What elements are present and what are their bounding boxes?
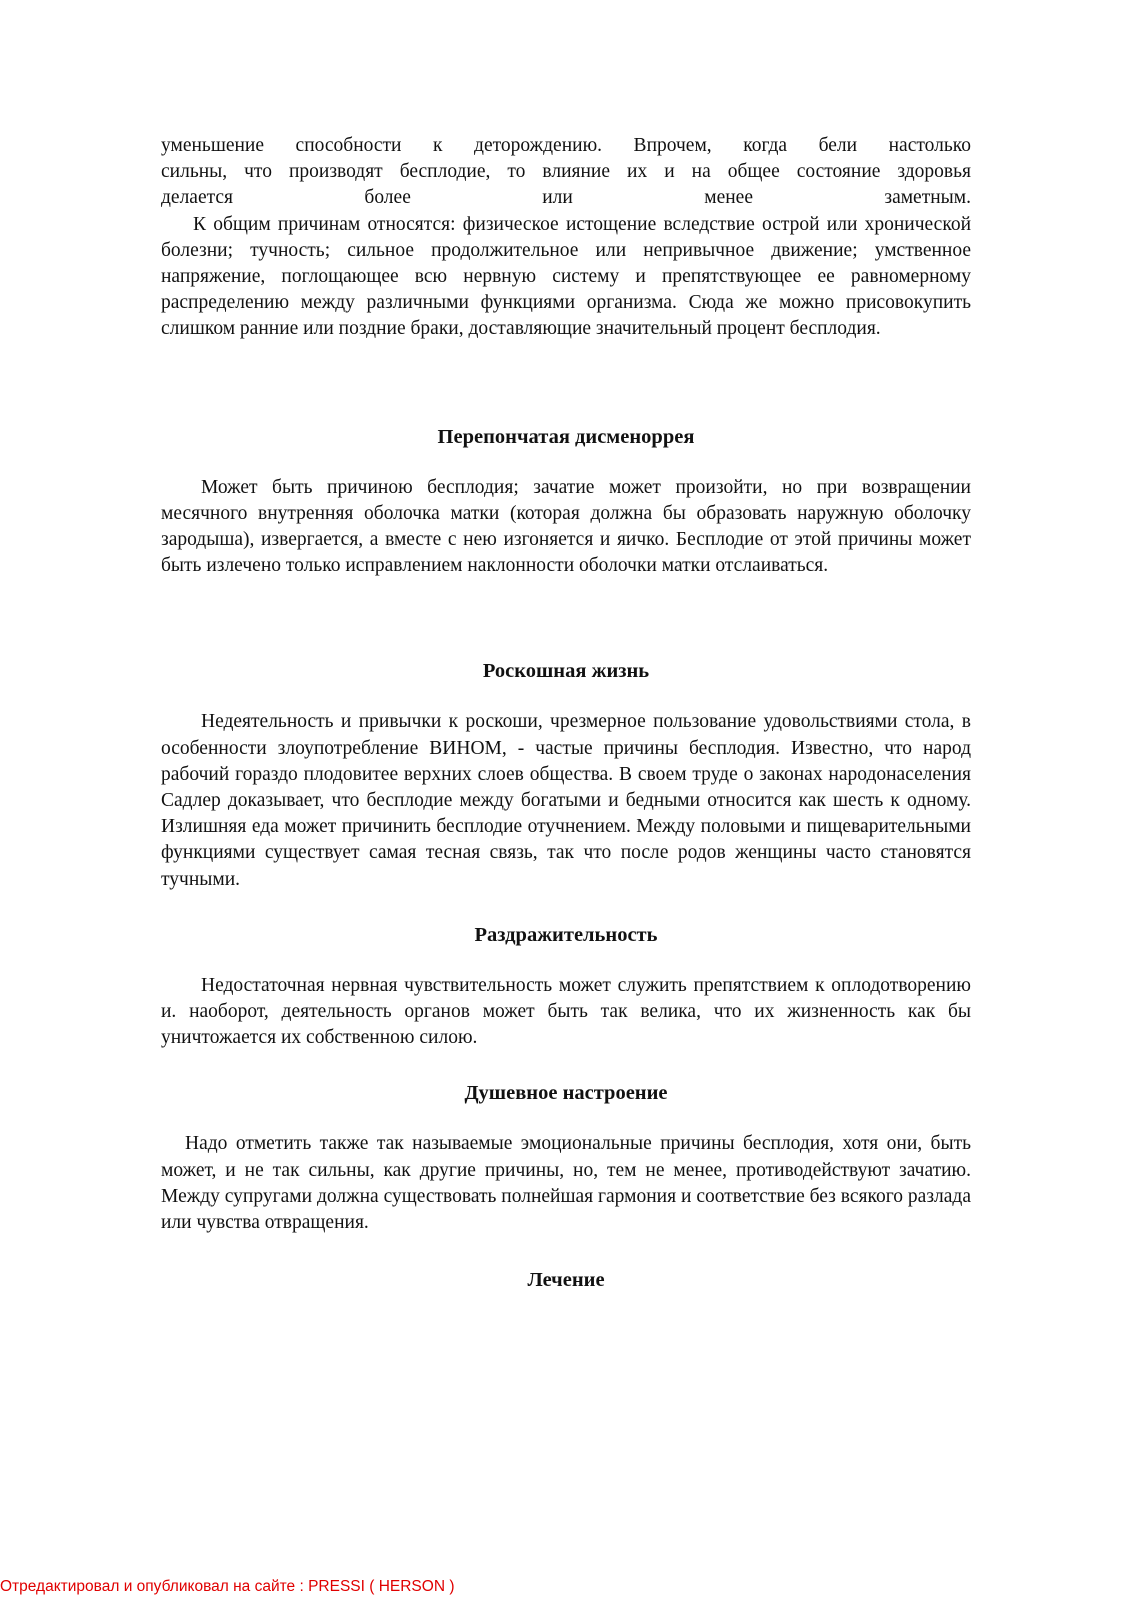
document-page (161, 133, 971, 1294)
membranous-dysmenorrhea-paragraph: Может быть причиною бесплодия; зачатие может произойти, но при возвращении месячного внутренняя оболочка матки (которая должна бы образовать наружную оболочку зародыша), извергается, а вместе с нею изгоняется и яичко. Бесплодие от этой причины может быть излечено только исправлением наклонности оболочки матки отслаиваться. (161, 476, 971, 577)
general-causes-paragraph: К общим причинам относятся: физическое истощение вследствие острой или хронической болезни; тучность; сильное продолжительное или непривычное движение; умственное напряжение, поглощающее всю нервную систему и препятствующее ее равномерному распределению между различными функциями организма. Сюда же можно присовокупить слишком ранние или поздние браки, доставляющие значительный процент бесплодия. (161, 213, 971, 340)
intro-line-2: сильны, что производят бесплодие, то влияние их и на общее состояние здоровья (161, 161, 971, 183)
heading-emotional-state: Душевное настроение (464, 1082, 668, 1105)
intro-paragraph (161, 133, 971, 212)
heading-treatment: Лечение (527, 1269, 605, 1292)
heading-irritability: Раздражительность (474, 923, 658, 946)
heading-membranous-dysmenorrhea: Перепончатая дисменоррея (437, 425, 695, 448)
intro-line-3: делается более или менее заметным. (161, 187, 971, 209)
footer-credit: Отредактировал и опубликовал на сайте : PRESSI ( HERSON ) (0, 1578, 455, 1595)
luxurious-life-paragraph: Недеятельность и привычки к роскоши, чрезмерное пользование удовольствиями стола, в особенности злоупотребление ВИНОМ, - частые причины бесплодия. Известно, что народ рабочий гораздо плодовитее верхних слоев общества. В своем труде о законах народонаселения Садлер доказывает, что бесплодие между богатыми и бедными относится как шесть к одному. Излишняя еда может причинить бесплодие отучнением. Между половыми и пищеварительными функциями существует самая тесная связь, так что после родов женщины часто становятся тучными. (161, 711, 971, 890)
emotional-state-paragraph: Надо отметить также так называемые эмоциональные причины бесплодия, хотя они, быть может, и не так сильны, как другие причины, но, тем не менее, противодействуют зачатию. Между супругами должна существовать полнейшая гармония и соответствие без всякого разлада или чувства отвращения. (161, 1133, 971, 1234)
irritability-paragraph: Недостаточная нервная чувствительность может служить препятствием к оплодотворению и. наоборот, деятельность органов может быть так велика, что их жизненность как бы уничтожается их собственною силою. (161, 974, 971, 1049)
heading-luxurious-life: Роскошная жизнь (482, 660, 650, 683)
intro-line-1: уменьшение способности к деторождению. Впрочем, когда бели настолько (161, 135, 971, 156)
